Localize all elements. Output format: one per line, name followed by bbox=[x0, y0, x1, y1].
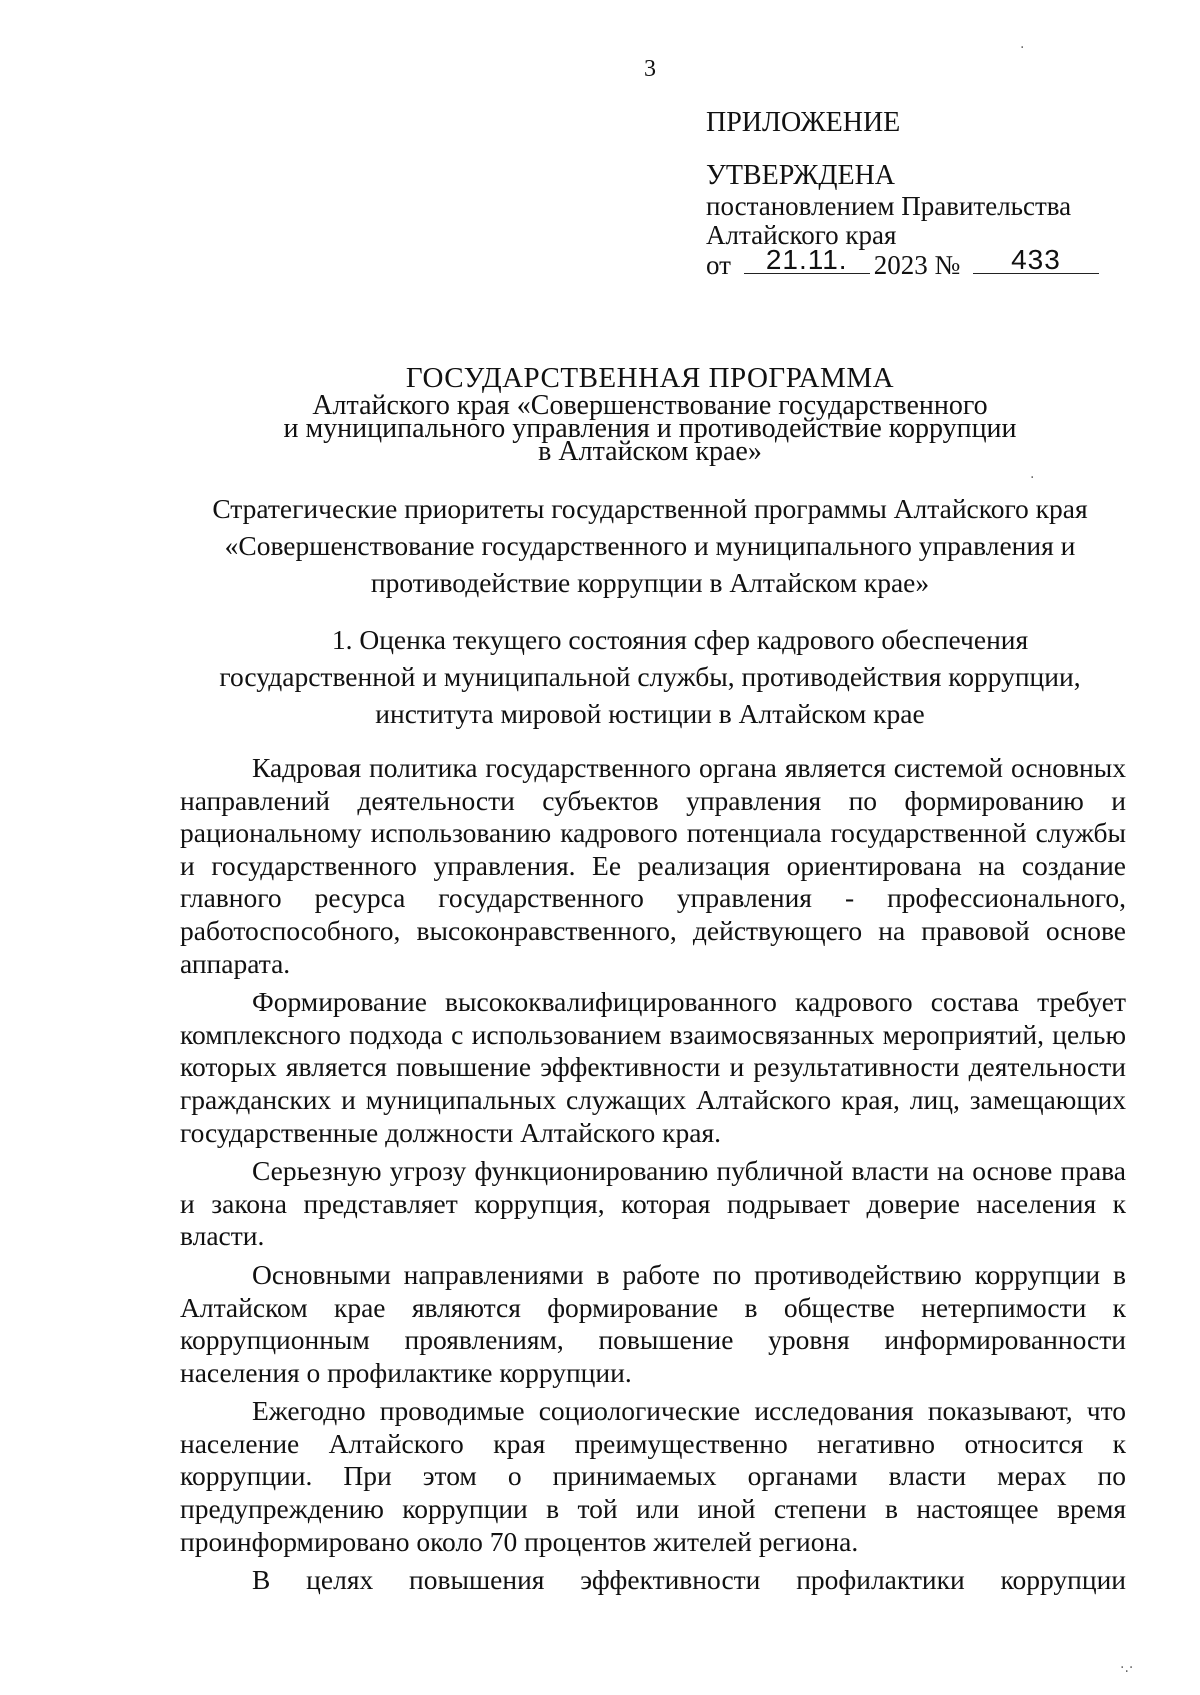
handwritten-number: 433 bbox=[1011, 244, 1061, 275]
approved-label: УТВЕРЖДЕНА bbox=[706, 160, 896, 191]
priorities-line-2: «Совершенствование государственного и муниципального управления и bbox=[224, 530, 1076, 561]
paragraph: Формирование высококвалифицированного кадрового состава требует комплексного подхода с использованием взаимосвязанных мероприятий, целью которых является повышение эффективности и результативности деятельности гражданских и муниципальных служащих Алтайского края, лиц, замещающих государственные должности Алтайского края. bbox=[180, 986, 1126, 1148]
section-line-3: института мировой юстиции в Алтайском крае bbox=[375, 698, 925, 729]
priorities-line-1: Стратегические приоритеты государственной программы Алтайского края bbox=[212, 493, 1088, 524]
approval-block bbox=[706, 108, 1126, 284]
section-line-1: 1. Оценка текущего состояния сфер кадрового обеспечения bbox=[331, 624, 1029, 655]
paragraph: Основными направлениями в работе по противодействию коррупции в Алтайском крае являются формирование в обществе нетерпимости к коррупционным проявлениям, повышение уровня информированности населения о профилактике коррупции. bbox=[180, 1258, 1126, 1388]
scan-speck: · bbox=[1020, 40, 1025, 56]
date-blank bbox=[744, 244, 870, 275]
section-line-2: государственной и муниципальной службы, противодействия коррупции, bbox=[219, 661, 1081, 692]
body-text bbox=[180, 752, 1126, 1603]
paragraph: Серьезную угрозу функционированию публичной власти на основе права и закона представляет коррупция, которая подрывает доверие населения к власти. bbox=[180, 1155, 1126, 1252]
priorities-heading bbox=[170, 490, 1130, 601]
paragraph: Ежегодно проводимые социологические исследования показывают, что население Алтайского края преимущественно негативно относится к коррупции. При этом о принимаемых органами власти мерах по предупреждению коррупции в той или иной степени в настоящее время проинформировано около 70 процентов жителей региона. bbox=[180, 1395, 1126, 1557]
from-label: от bbox=[706, 250, 731, 280]
scan-speck: · bbox=[1030, 470, 1035, 486]
program-title-line-2: Алтайского края «Совершенствование государственного bbox=[312, 390, 988, 421]
program-title bbox=[200, 362, 1100, 467]
program-title-main: ГОСУДАРСТВЕННАЯ ПРОГРАММА bbox=[405, 362, 895, 394]
paragraph: Кадровая политика государственного органа является системой основных направлений деятельности субъектов управления по формированию и рациональному использованию кадрового потенциала государственной службы и государственного управления. Ее реализация ориентирована на создание главного ресурса государственного управления - профессионального, работоспособного, высоконравственного, действующего на правовой основе аппарата. bbox=[180, 752, 1126, 979]
program-title-line-3: и муниципального управления и противодействие коррупции bbox=[283, 413, 1017, 444]
approval-date-line bbox=[706, 244, 1126, 284]
scan-speck: ·.· bbox=[1120, 1660, 1134, 1676]
number-blank bbox=[973, 244, 1099, 275]
program-title-line-4: в Алтайском крае» bbox=[538, 436, 762, 467]
approval-line-2: Алтайского края bbox=[706, 220, 897, 250]
approval-line-1: постановлением Правительства bbox=[706, 191, 1072, 221]
section-heading bbox=[170, 621, 1130, 732]
handwritten-date: 21.11. bbox=[765, 244, 848, 275]
year-number-label: 2023 № bbox=[873, 250, 961, 280]
page-number: 3 bbox=[644, 56, 656, 82]
annex-label: ПРИЛОЖЕНИЕ bbox=[706, 107, 901, 138]
priorities-line-3: противодействие коррупции в Алтайском крае» bbox=[370, 567, 930, 598]
paragraph: В целях повышения эффективности профилактики коррупции bbox=[252, 1564, 1126, 1596]
